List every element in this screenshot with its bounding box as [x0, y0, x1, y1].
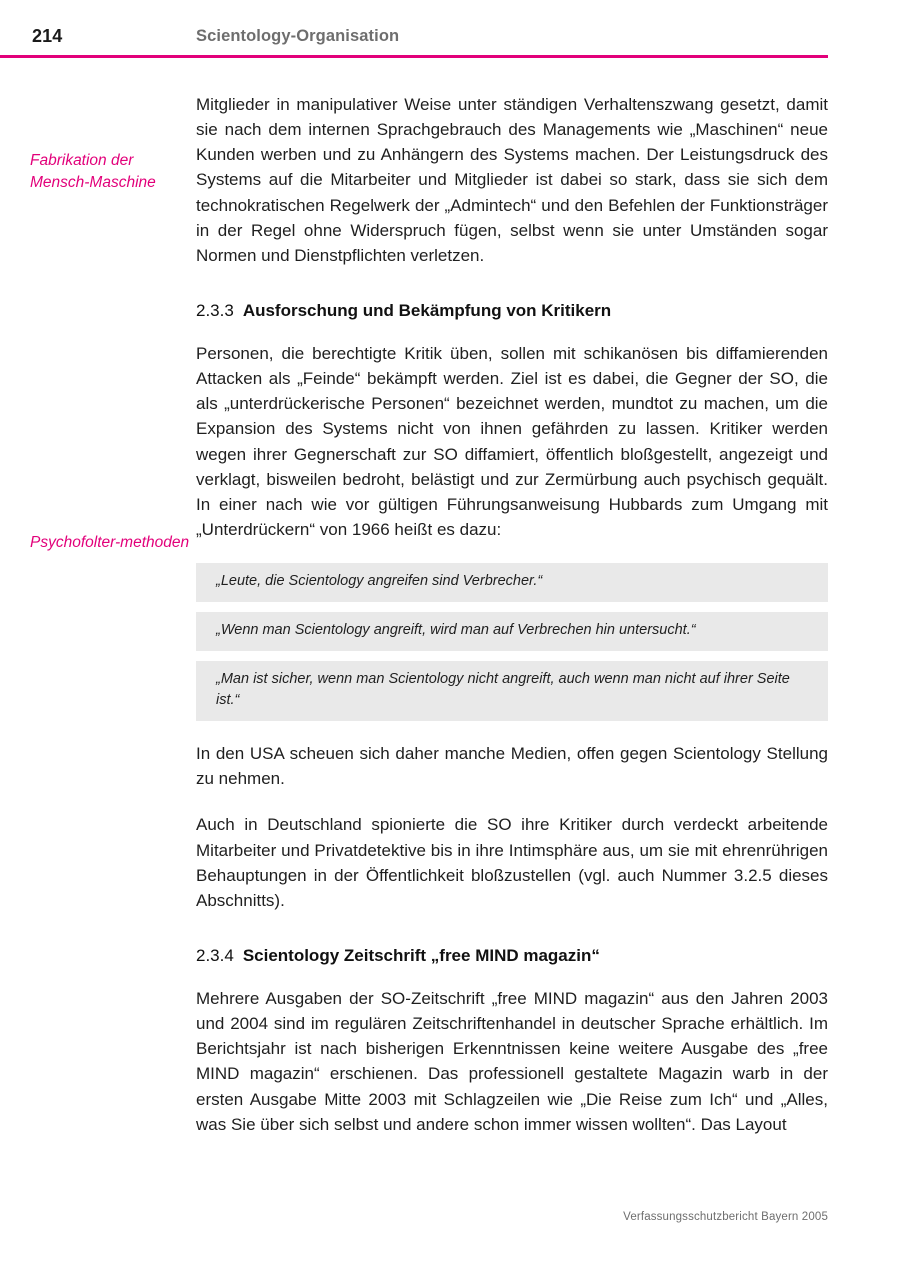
- paragraph-free-mind-magazin: Mehrere Ausgaben der SO-Zeitschrift „free MIND magazin“ aus den Jahren 2003 und 2004 sind im regulären Zeitschriftenhandel in deutscher Sprache erhältlich. Im Berichtsjahr ist nach bisherigen Erkenntnissen keine weitere Ausgabe des „free MIND magazin“ erschienen. Das professionell gestaltete Magazin warb in der ersten Ausgabe Mitte 2003 mit Schlagzeilen wie „Die Reise zum Ich“ und „Alles, was Sie über sich selbst und andere schon immer wissen wollten“. Das Layout: [196, 988, 828, 1134]
- section-title: Ausforschung und Bekämpfung von Kritikern: [242, 301, 612, 321]
- body-column: [196, 92, 828, 1137]
- margin-note-psychofolter: Psychofolter-methoden: [30, 534, 190, 551]
- quote-box: „Leute, die Scientology angreifen sind Verbrecher.“: [196, 563, 828, 602]
- section-number: 2.3.3: [196, 301, 234, 321]
- section-number: 2.3.4: [196, 946, 234, 966]
- quote-box: „Man ist sicher, wenn man Scientology nicht angreift, auch wenn man nicht auf ihrer Seite ist.“: [196, 661, 828, 722]
- quote-block: [196, 563, 828, 721]
- header-rule: [0, 55, 828, 58]
- margin-note-fabrikation: Fabrikation der Mensch-Maschine: [30, 152, 156, 191]
- section-heading-2-3-3: [196, 299, 828, 323]
- running-head: [0, 26, 828, 56]
- paragraph-manipulation: Mitglieder in manipulativer Weise unter ständigen Verhaltenszwang gesetzt, damit sie nach dem internen Sprachgebrauch des Managements wie „Maschinen“ neue Kunden werben und zu Anhängern des Systems machen. Der Leistungsdruck des Systems auf die Mitarbeiter und Mitglieder ist dabei so stark, dass sie sich dem technokratischen Regelwerk der „Admintech“ und den Befehlen der Funktionsträger in der Regel ohne Widerspruch fügen, selbst wenn sie unter Umständen sogar Normen und Dienstpflichten verletzen.: [196, 95, 828, 265]
- paragraph-usa-medien: In den USA scheuen sich daher manche Medien, offen gegen Scientology Stellung zu nehmen.: [196, 744, 828, 789]
- quote-box: „Wenn man Scientology angreift, wird man auf Verbrechen hin untersucht.“: [196, 612, 828, 651]
- section-heading-2-3-4: [196, 944, 828, 968]
- running-head-title: Scientology-Organisation: [196, 27, 400, 45]
- section-title: Scientology Zeitschrift „free MIND magazin“: [242, 946, 600, 966]
- page-footer: Verfassungsschutzbericht Bayern 2005: [623, 1211, 828, 1223]
- page-number: 214: [32, 26, 63, 46]
- paragraph-deutschland-spionage: Auch in Deutschland spionierte die SO ihre Kritiker durch verdeckt arbeitende Mitarbeiter und Privatdetektive bis in ihre Intimsphäre aus, um sie mit ehrenrührigen Behauptungen in der Öffentlichkeit bloßzustellen (vgl. auch Nummer 3.2.5 dieses Abschnitts).: [196, 815, 828, 910]
- paragraph-kritiker: Personen, die berechtigte Kritik üben, sollen mit schikanösen bis diffamierenden Attacken als „Feinde“ bekämpft werden. Ziel ist es dabei, die Gegner der SO, die als „unterdrückerische Personen“ bezeichnet werden, mundtot zu machen, um die Expansion des Systems nicht von ihnen gefährden zu lassen. Kritiker werden wegen ihrer Gegnerschaft zur SO diffamiert, öffentlich bloßgestellt, angezeigt und verklagt, bisweilen bedroht, belästigt und zur Zermürbung auch psychisch gequält. In einer nach wie vor gültigen Führungsanweisung Hubbards zum Umgang mit „Unterdrückern“ von 1966 heißt es dazu:: [196, 343, 828, 539]
